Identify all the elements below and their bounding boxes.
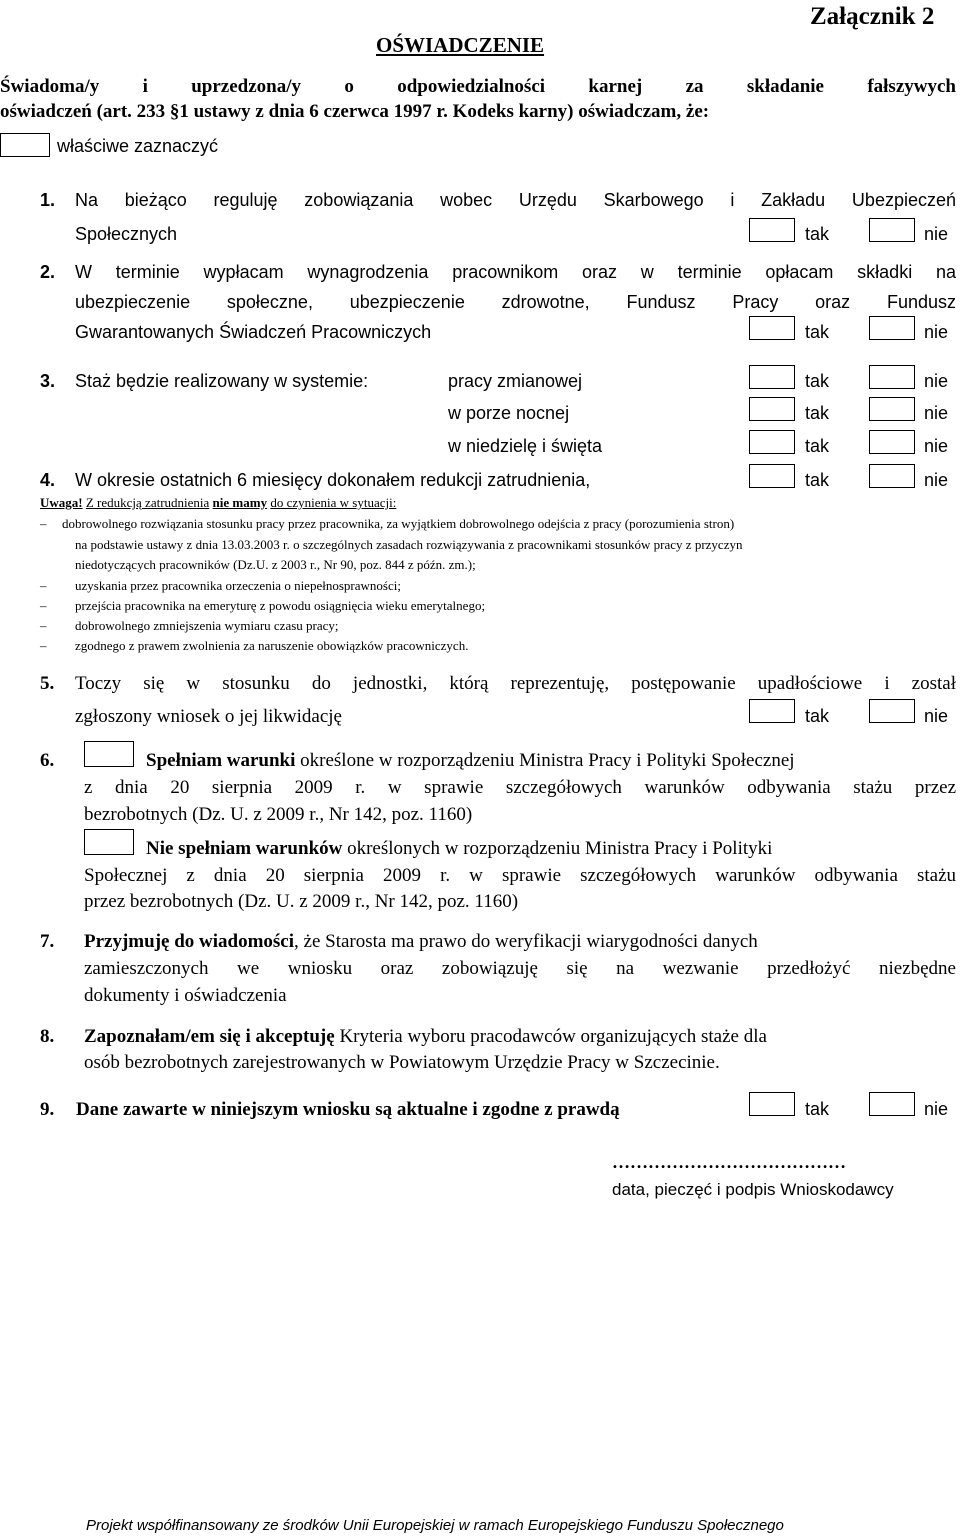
- item-9-text: Dane zawarte w niniejszym wniosku są aktualne i zgodne z prawdą: [76, 1099, 620, 1120]
- item-6-a-line-2: z dnia 20 sierpnia 2009 r. w sprawie szczegółowych warunków odbywania stażu przez: [84, 777, 956, 798]
- item-9-yes-label: tak: [805, 1099, 830, 1119]
- item-1-line-1: Na bieżąco reguluję zobowiązania wobec Urzędu Skarbowego i Zakładu Ubezpieczeń: [75, 190, 956, 210]
- item-1-yes-label: tak: [805, 224, 830, 244]
- item-3-shift-yes-checkbox[interactable]: [749, 365, 795, 389]
- item-1-no-label: nie: [924, 224, 949, 244]
- note-bullet-3: – przejścia pracownika na emeryturę z powodu osiągnięcia wieku emerytalnego;: [40, 598, 486, 613]
- note-bullet-1: – dobrowolnego rozwiązania stosunku pracy przez pracownika, za wyjątkiem dobrowolnego odejścia z pracy (porozumienia stron): [40, 516, 735, 531]
- annex-label: Załącznik 2: [810, 3, 935, 30]
- note-part-1: Z redukcją zatrudnienia: [85, 495, 210, 510]
- item-1-yes-checkbox[interactable]: [749, 218, 795, 242]
- item-3-option-shift: pracy zmianowej: [448, 371, 583, 391]
- item-6-a-line-1: Spełniam warunki określone w rozporządzeniu Ministra Pracy i Polityki Społecznej: [146, 750, 795, 771]
- item-6-a-line-3: bezrobotnych (Dz. U. z 2009 r., Nr 142, poz. 1160): [84, 804, 473, 825]
- item-4-number: 4.: [40, 470, 56, 490]
- note-part-3: do czynienia w sytuacji:: [270, 495, 397, 510]
- item-1-number: 1.: [40, 190, 56, 210]
- item-5-no-label: nie: [924, 706, 949, 726]
- item-2-number: 2.: [40, 262, 56, 282]
- item-4-yes-checkbox[interactable]: [749, 464, 795, 488]
- item-6-b-line-1: Nie spełniam warunków określonych w rozporządzeniu Ministra Pracy i Polityki: [146, 838, 773, 859]
- item-1-no-checkbox[interactable]: [869, 218, 915, 242]
- document-title: OŚWIADCZENIE: [376, 33, 545, 57]
- item-5-no-checkbox[interactable]: [869, 699, 915, 723]
- item-4-note: [40, 495, 396, 511]
- item-7-line-3: dokumenty i oświadczenia: [84, 985, 287, 1006]
- item-7-line-1: Przyjmuję do wiadomości, że Starosta ma prawo do weryfikacji wiarygodności danych: [84, 931, 758, 952]
- item-6-number: 6.: [40, 750, 55, 771]
- item-2-line-3: Gwarantowanych Świadczeń Pracowniczych: [75, 322, 432, 342]
- item-5-number: 5.: [40, 673, 55, 694]
- item-9-yes-checkbox[interactable]: [749, 1092, 795, 1116]
- item-3-night-no-label: nie: [924, 403, 949, 423]
- item-5-line-2: zgłoszony wniosek o jej likwidację: [75, 706, 342, 727]
- item-2-line-1: W terminie wypłacam wynagrodzenia pracownikom oraz w terminie opłacam składki na: [75, 262, 956, 282]
- item-3-label: Staż będzie realizowany w systemie:: [75, 371, 369, 391]
- item-3-holidays-no-label: nie: [924, 436, 949, 456]
- note-warning-label: Uwaga!: [40, 495, 83, 510]
- item-8-number: 8.: [40, 1026, 55, 1047]
- item-5-yes-checkbox[interactable]: [749, 699, 795, 723]
- item-6-b-line-3: przez bezrobotnych (Dz. U. z 2009 r., Nr 142, poz. 1160): [84, 891, 519, 912]
- item-3-shift-no-label: nie: [924, 371, 949, 391]
- note-bullet-4: – dobrowolnego zmniejszenia wymiaru czasu pracy;: [40, 618, 339, 633]
- item-3-option-holidays: w niedzielę i święta: [448, 436, 603, 456]
- item-4-no-checkbox[interactable]: [869, 464, 915, 488]
- item-6-b-line-2: Społecznej z dnia 20 sierpnia 2009 r. w sprawie szczegółowych warunków odbywania stażu: [84, 865, 956, 886]
- item-5-yes-label: tak: [805, 706, 830, 726]
- item-9-number: 9.: [40, 1099, 55, 1120]
- note-bullet-1-cont-1: na podstawie ustawy z dnia 13.03.2003 r. o szczególnych zasadach rozwiązywania z pracownikami stosunków pracy z przyczyn: [75, 537, 743, 552]
- item-4-text: W okresie ostatnich 6 miesięcy dokonałem redukcji zatrudnienia,: [75, 470, 591, 490]
- legend-checkbox: [0, 133, 50, 157]
- footer-note: Projekt współfinansowany ze środków Unii Europejskiej w ramach Europejskiego Funduszu Społecznego: [86, 1517, 784, 1534]
- item-3-holidays-yes-label: tak: [805, 436, 830, 456]
- item-3-night-yes-label: tak: [805, 403, 830, 423]
- item-3-option-night: w porze nocnej: [448, 403, 570, 423]
- mark-hint: właściwe zaznaczyć: [57, 136, 219, 156]
- note-part-2: nie mamy: [212, 495, 268, 510]
- item-2-no-checkbox[interactable]: [869, 316, 915, 340]
- item-2-line-2: ubezpieczenie społeczne, ubezpieczenie zdrowotne, Fundusz Pracy oraz Fundusz: [75, 292, 956, 312]
- intro-line-2: oświadczeń (art. 233 §1 ustawy z dnia 6 czerwca 1997 r. Kodeks karny) oświadczam, że:: [0, 101, 710, 122]
- item-2-no-label: nie: [924, 322, 949, 342]
- item-2-yes-checkbox[interactable]: [749, 316, 795, 340]
- note-bullet-2: – uzyskania przez pracownika orzeczenia o niepełnosprawności;: [40, 578, 401, 593]
- item-7-number: 7.: [40, 931, 55, 952]
- item-3-number: 3.: [40, 371, 56, 391]
- item-3-holidays-yes-checkbox[interactable]: [749, 430, 795, 454]
- item-2-yes-label: tak: [805, 322, 830, 342]
- item-3-shift-yes-label: tak: [805, 371, 830, 391]
- signature-line: …………………………………: [612, 1152, 846, 1172]
- item-8-line-1: Zapoznałam/em się i akceptuję Kryteria wyboru pracodawców organizujących staże dla: [84, 1026, 767, 1047]
- note-bullet-1-cont-2: niedotyczących pracowników (Dz.U. z 2003 r., Nr 90, poz. 844 z późn. zm.);: [75, 557, 476, 572]
- item-4-no-label: nie: [924, 470, 949, 490]
- item-3-shift-no-checkbox[interactable]: [869, 365, 915, 389]
- intro-line-1: Świadoma/y i uprzedzona/y o odpowiedzialności karnej za składanie fałszywych: [0, 76, 956, 97]
- item-9-no-label: nie: [924, 1099, 949, 1119]
- item-4-yes-label: tak: [805, 470, 830, 490]
- item-6-meets-checkbox[interactable]: [84, 741, 134, 767]
- item-1-line-2: Społecznych: [75, 224, 178, 244]
- item-7-line-2: zamieszczonych we wniosku oraz zobowiązuję się na wezwanie przedłożyć niezbędne: [84, 958, 956, 979]
- item-3-holidays-no-checkbox[interactable]: [869, 430, 915, 454]
- item-9-no-checkbox[interactable]: [869, 1092, 915, 1116]
- item-3-night-yes-checkbox[interactable]: [749, 397, 795, 421]
- item-5-line-1: Toczy się w stosunku do jednostki, którą reprezentuję, postępowanie upadłościowe i został: [75, 673, 956, 694]
- item-3-night-no-checkbox[interactable]: [869, 397, 915, 421]
- note-bullet-5: – zgodnego z prawem zwolnienia za naruszenie obowiązków pracowniczych.: [40, 638, 469, 653]
- item-8-line-2: osób bezrobotnych zarejestrowanych w Powiatowym Urzędzie Pracy w Szczecinie.: [84, 1052, 720, 1073]
- item-6-not-meets-checkbox[interactable]: [84, 829, 134, 855]
- signature-caption: data, pieczęć i podpis Wnioskodawcy: [612, 1180, 894, 1199]
